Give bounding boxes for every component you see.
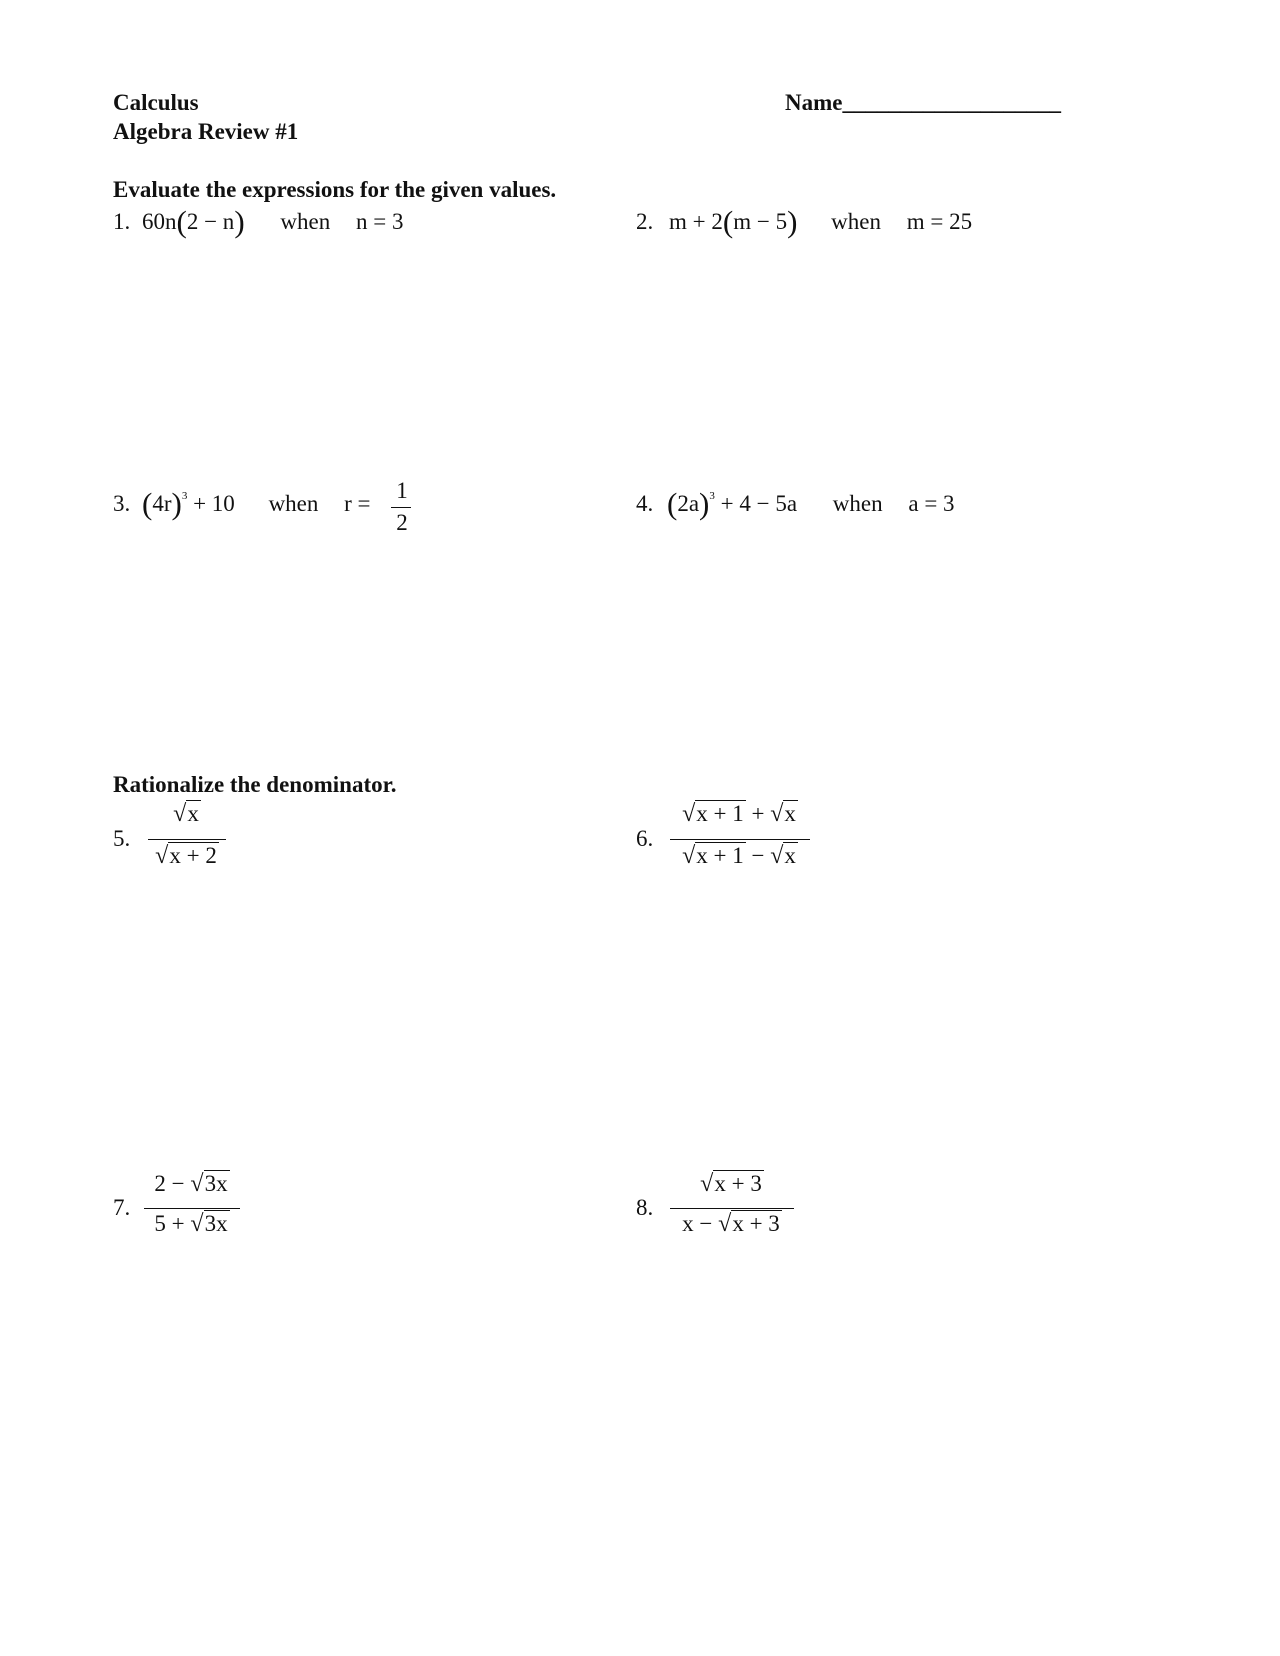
problem-3-fraction-bar: [391, 507, 411, 508]
problem-2-number: 2.: [636, 209, 654, 234]
sqrt-symbol: √x + 1: [682, 843, 744, 869]
section-rationalize-title: Rationalize the denominator.: [113, 772, 397, 797]
problem-5-fraction-bar: [148, 839, 226, 840]
name-label: Name: [785, 90, 843, 115]
sqrt-symbol: √x: [770, 801, 796, 827]
problem-4-number: 4.: [636, 491, 654, 516]
problem-8-fraction-bar: [670, 1208, 794, 1209]
problem-3-expression: $(4r)^3 + 10$: [142, 486, 235, 521]
problem-1-when: when: [280, 209, 331, 234]
problem-8-number: 8.: [636, 1195, 654, 1220]
problem-4-expression: $(2a)^3 + 4 - 5a$: [667, 486, 798, 521]
problem-7-denominator: 5 + √3x: [154, 1211, 228, 1237]
sqrt-symbol: √x + 1: [682, 801, 744, 827]
sqrt-symbol: √x + 3: [718, 1211, 780, 1237]
problem-3-fraction-num: 1: [396, 478, 408, 503]
name-line: ___________________: [842, 90, 1061, 115]
problem-4: [636, 486, 955, 521]
worksheet-subtitle: Algebra Review #1: [113, 119, 299, 144]
problem-5-number: 5.: [113, 826, 131, 851]
problem-7-number: 7.: [113, 1195, 131, 1220]
sqrt-symbol: √x + 3: [700, 1171, 762, 1197]
problem-6-fraction-bar: [670, 839, 810, 840]
problem-8-numerator: [670, 1170, 794, 1198]
sqrt-symbol: √x: [770, 843, 796, 869]
problem-6-number: 6.: [636, 826, 654, 851]
problem-2-when: when: [831, 209, 881, 234]
problem-3-value-lhs: r =: [344, 491, 371, 516]
problem-7-fraction-bar: [144, 1208, 240, 1209]
problem-7-numerator: 2 − √3x: [154, 1171, 228, 1197]
problem-4-value: a = 3: [908, 491, 955, 516]
problem-5-numerator: [148, 800, 226, 828]
problem-5-denominator: [148, 842, 226, 870]
problem-1-expression: 60n(2 − n): [142, 204, 245, 239]
problem-2-value: m = 25: [906, 209, 973, 234]
problem-2-expression: m + 2(m − 5): [669, 204, 798, 239]
sqrt-symbol: √3x: [190, 1211, 228, 1237]
course-title: Calculus: [113, 90, 199, 115]
sqrt-symbol: √3x: [190, 1171, 228, 1197]
problem-8-denominator: x − √x + 3: [682, 1211, 780, 1237]
problem-6-numerator: √x + 1 + √x: [682, 801, 796, 827]
problem-4-when: when: [832, 491, 883, 516]
sqrt-symbol: √x + 2: [155, 843, 217, 869]
section-evaluate-title: Evaluate the expressions for the given values.: [113, 177, 557, 202]
problem-1: [113, 204, 404, 239]
problem-1-number: 1.: [113, 209, 131, 234]
problem-3-number: 3.: [113, 491, 131, 516]
sqrt-symbol: √x: [173, 801, 199, 827]
problem-2: [636, 204, 973, 239]
problem-3-when: when: [268, 491, 319, 516]
problem-1-value: n = 3: [355, 209, 404, 234]
problem-3: [113, 486, 371, 521]
problem-6-denominator: √x + 1 − √x: [682, 843, 796, 869]
problem-3-fraction-den: 2: [396, 510, 408, 535]
name-field: [785, 90, 1061, 116]
